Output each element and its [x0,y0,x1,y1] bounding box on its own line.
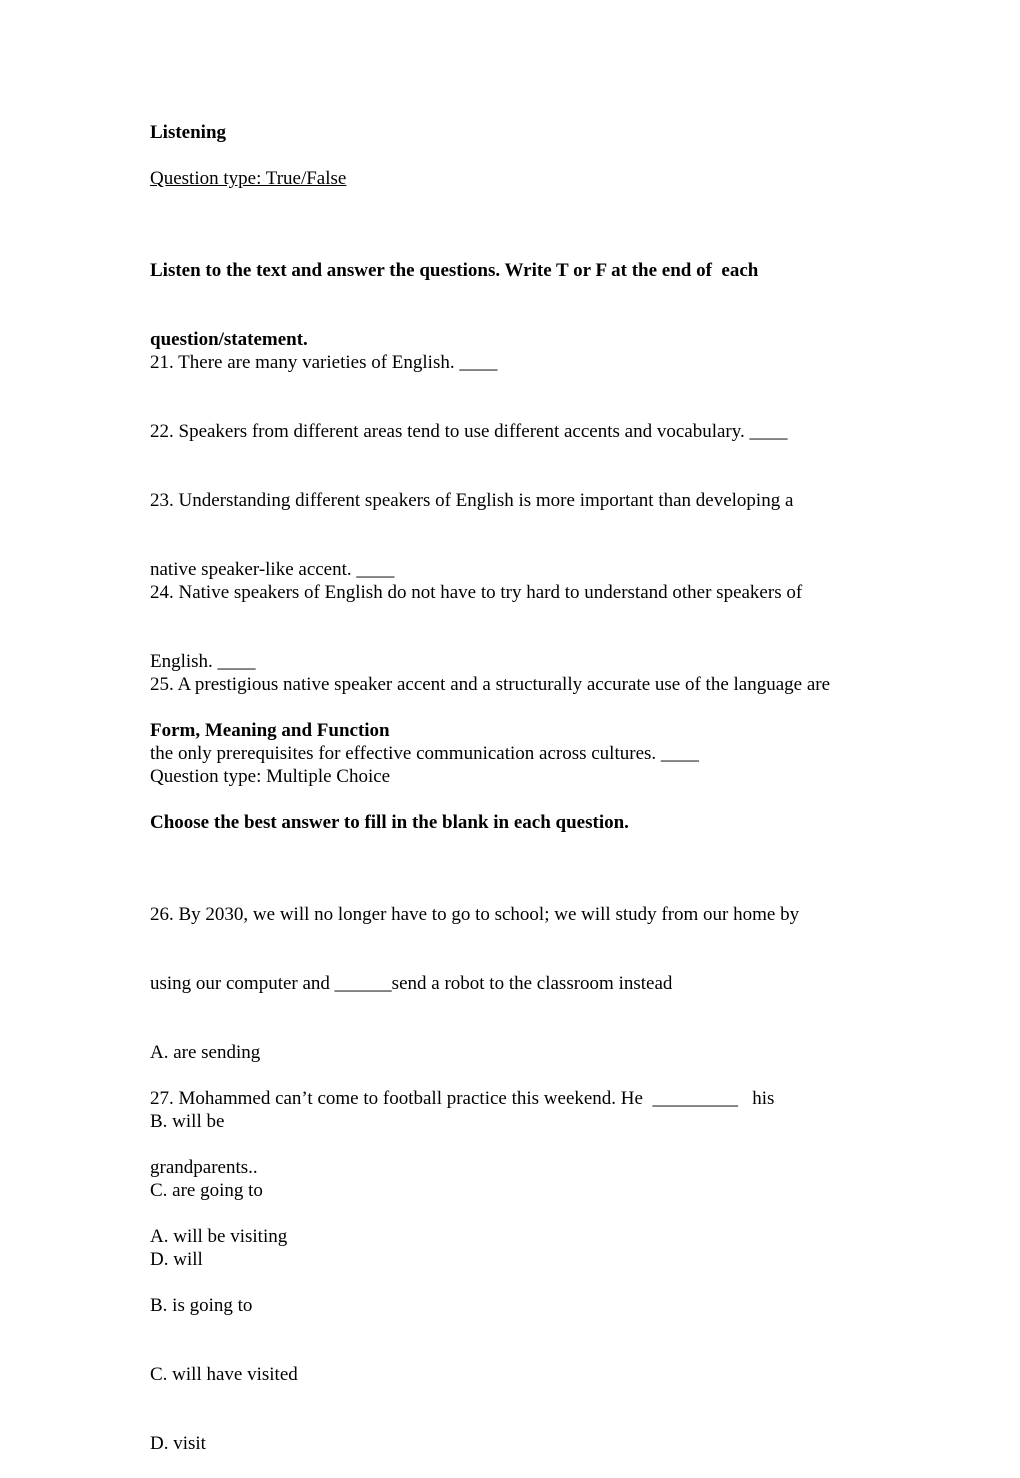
question-line: grandparents.. [150,1157,258,1178]
question-27 [150,1041,774,1478]
question-line: 23. Understanding different speakers of English is more important than developing a [150,490,794,511]
question-line: 24. Native speakers of English do not have to try hard to understand other speakers of [150,582,803,603]
option-a: A. are sending [150,1042,261,1063]
instruction-line: Listen to the text and answer the questions. Write T or F at the end of each [150,260,759,281]
question-line: 27. Mohammed can’t come to football practice this weekend. He _________ his [150,1088,775,1109]
section-heading-form-meaning-function: Form, Meaning and Function [150,720,390,741]
fmf-instruction: Choose the best answer to fill in the blank in each question. [150,812,629,833]
section-heading-listening: Listening [150,122,227,143]
option-c: C. will have visited [150,1364,298,1385]
option-d: D. will [150,1249,203,1270]
question-25 [150,627,830,788]
option-b: B. is going to [150,1295,253,1316]
option-b: B. will be [150,1111,225,1132]
question-line: 22. Speakers from different areas tend to use different accents and vocabulary. ____ [150,421,788,442]
option-c: C. are going to [150,1180,263,1201]
question-type-true-false: Question type: True/False [150,168,347,189]
question-line: 21. There are many varieties of English. ____ [150,352,498,373]
question-line: native speaker-like accent. ____ [150,559,395,580]
question-type-multiple-choice: Question type: Multiple Choice [150,766,391,787]
question-line: 25. A prestigious native speaker accent and a structurally accurate use of the language are [150,674,831,695]
instruction-line: question/statement. [150,329,308,350]
question-line: English. ____ [150,651,256,672]
option-a: A. will be visiting [150,1226,288,1247]
question-line: using our computer and ______send a robot to the classroom instead [150,973,673,994]
question-line: 26. By 2030, we will no longer have to go to school; we will study from our home by [150,904,800,925]
question-line: the only prerequisites for effective communication across cultures. ____ [150,743,699,764]
option-d: D. visit [150,1433,206,1454]
